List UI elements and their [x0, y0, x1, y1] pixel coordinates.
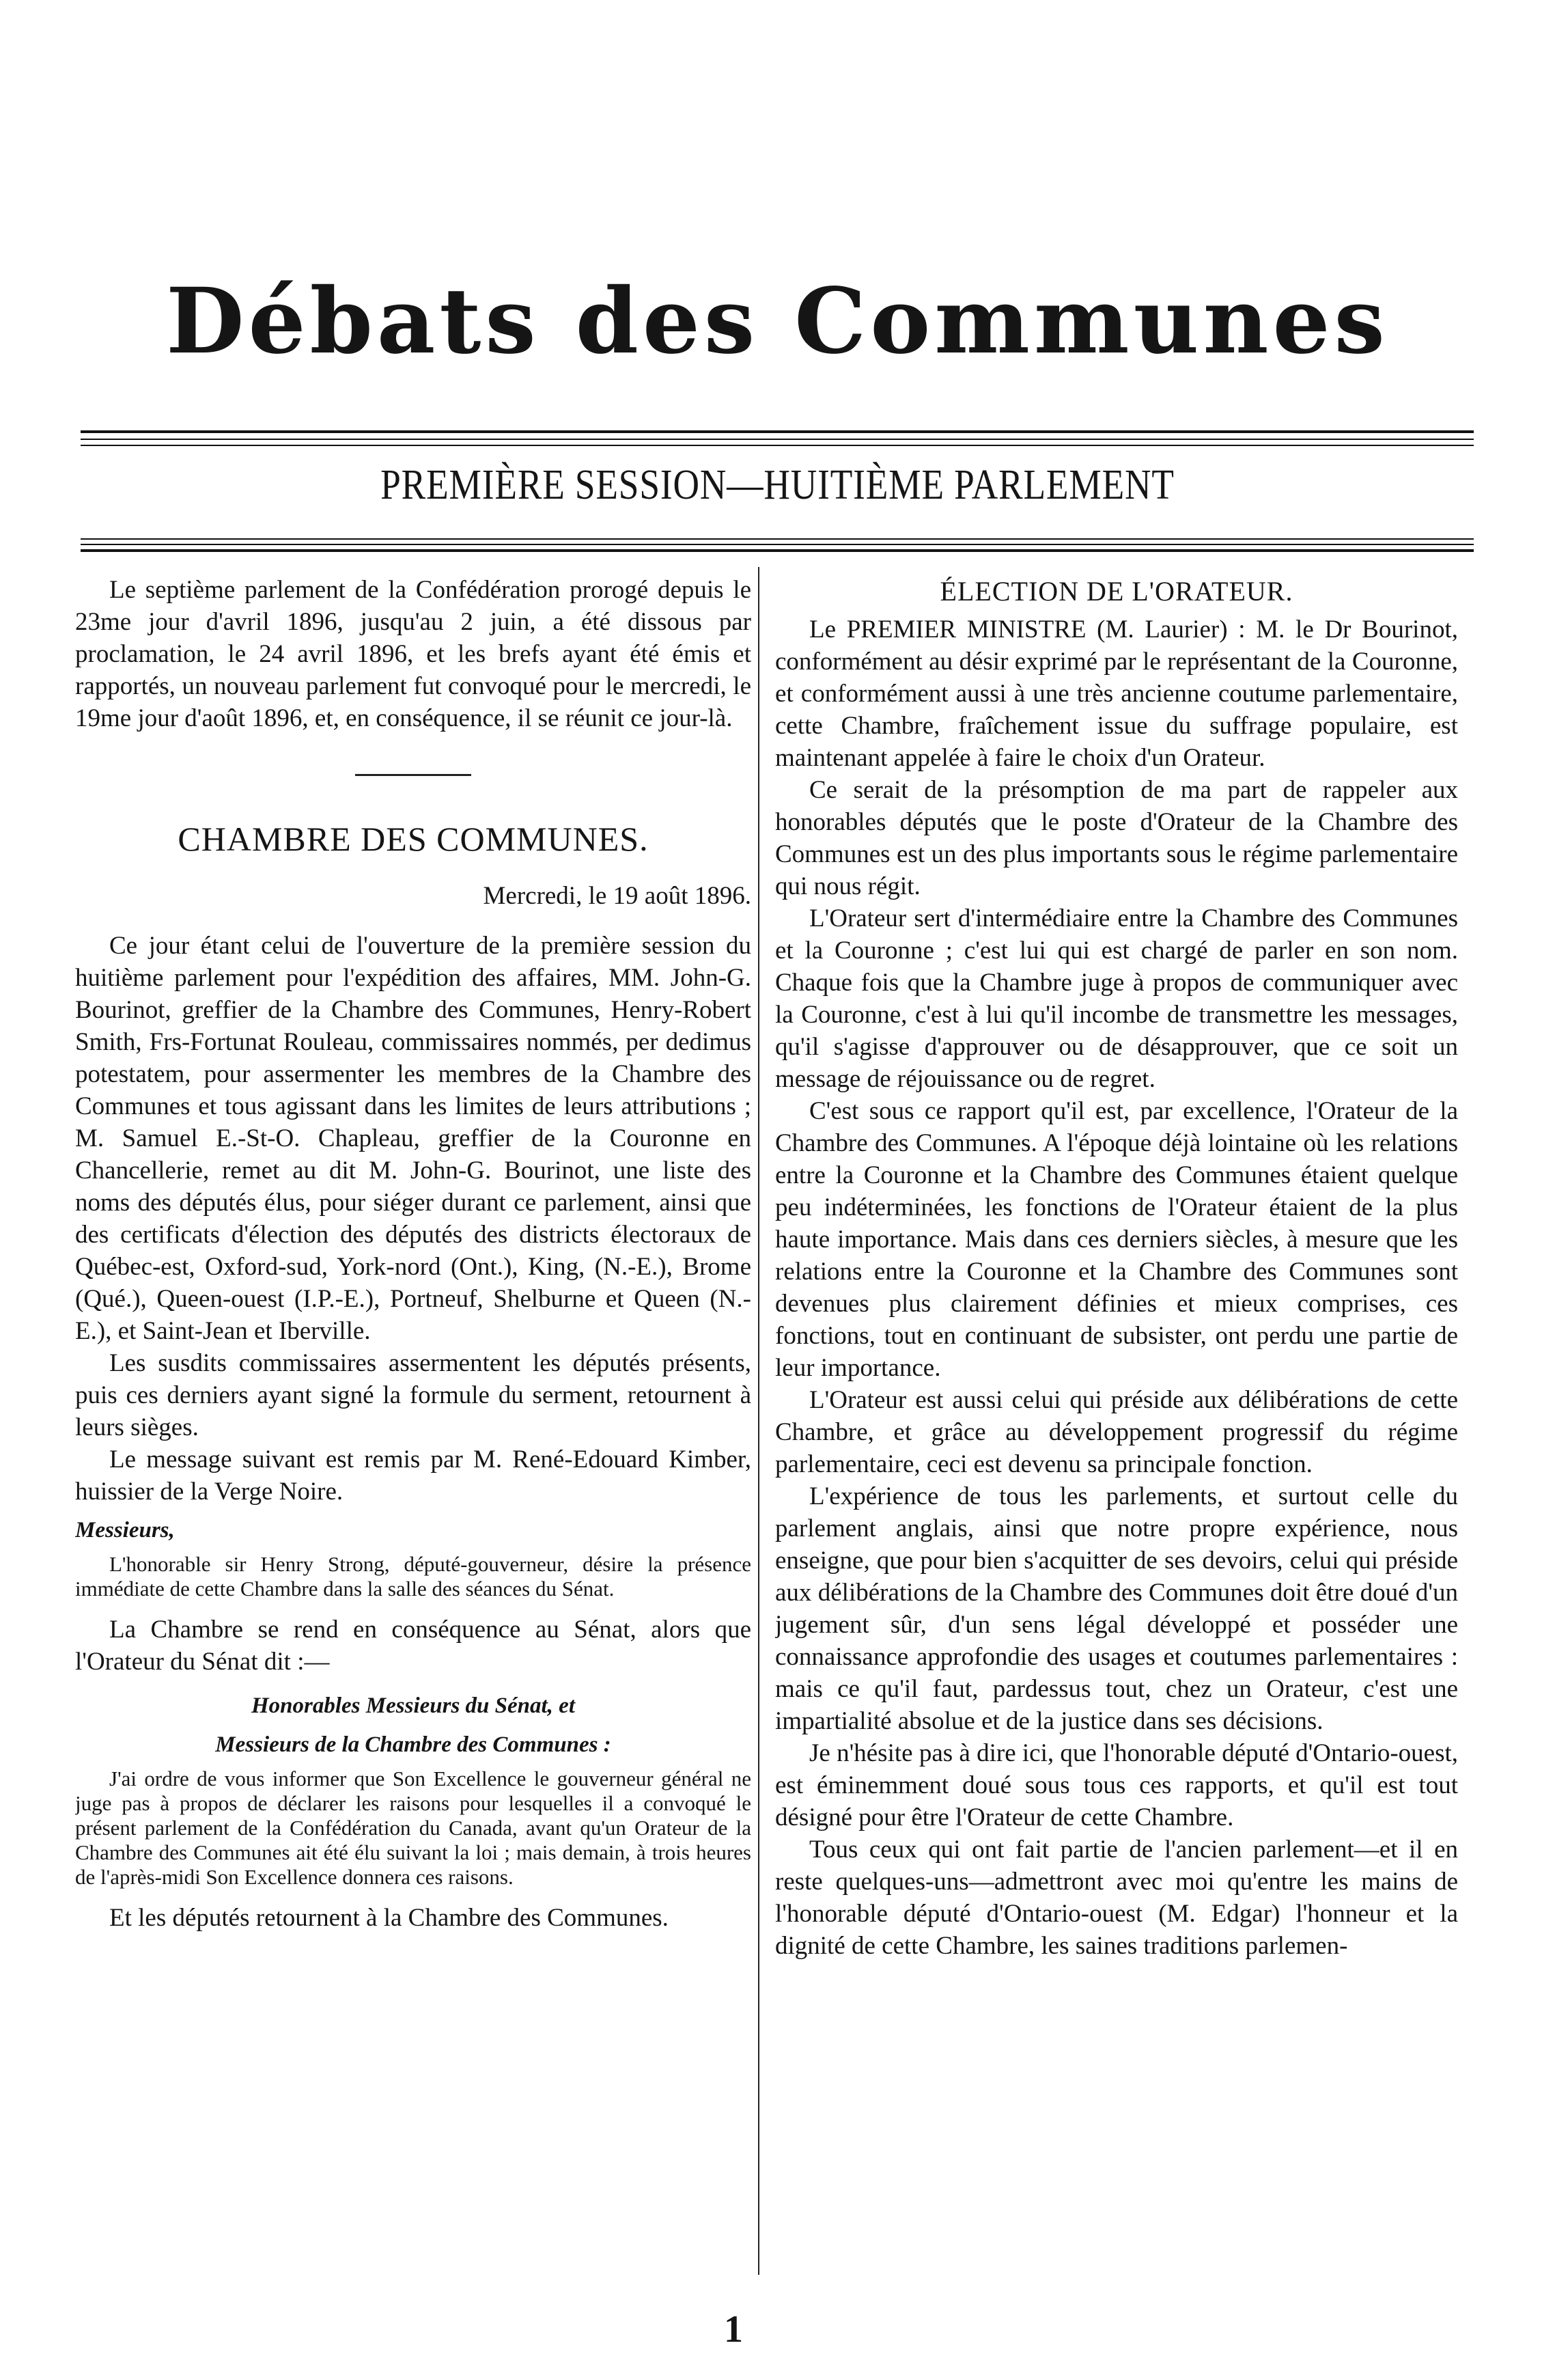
salutation-messieurs: Messieurs,: [75, 1518, 175, 1542]
message-intro-paragraph: Le message suivant est remis par M. René-Edouard Kimber, huissier de la Verge Noire.: [75, 1445, 751, 1506]
sub-rule-2: [81, 544, 1474, 545]
right-column: [775, 574, 1458, 2350]
masthead-title: Débats des Communes: [166, 268, 1389, 374]
session-subtitle: PREMIÈRE SESSION—HUITIÈME PARLEMENT: [380, 462, 1175, 508]
right-paragraph-4: C'est sous ce rapport qu'il est, par excellence, l'Orateur de la Chambre des Communes. A l'époque déjà lointaine où les relations entre la Couronne et la Chambre des Communes étaient quelque peu indéterminées, les fonctions de l'Orateur étaient de la plus haute importance. Mais dans ces derniers siècles, à mesure que les relations entre la Couronne et la Chambre des Communes sont devenues plus clairement définies et mieux comprises, ces fonctions, tout en continuant de subsister, ont perdu une partie de leur importance.: [775, 1097, 1458, 1382]
return-paragraph: Et les députés retournent à la Chambre des Communes.: [109, 1904, 669, 1932]
right-paragraph-2: Ce serait de la présomption de ma part de rappeler aux honorables députés que le poste d'Orateur de la Chambre des Communes est un des plus importants sous le régime parlementaire qui nous régit.: [775, 776, 1458, 900]
deputy-governor-message: L'honorable sir Henry Strong, député-gouverneur, désire la présence immédiate de cette Chambre dans la salle des séances du Sénat.: [75, 1552, 751, 1601]
right-paragraph-1: Le PREMIER MINISTRE (M. Laurier) : M. le Dr Bourinot, conformément au désir exprimé par le représentant de la Couronne, et conformément aussi à une très ancienne coutume parlementaire, cette Chambre, fraîchement issue du suffrage populaire, est maintenant appelée à faire le choix d'un Orateur.: [775, 615, 1458, 772]
governor-message: J'ai ordre de vous informer que Son Excellence le gouverneur général ne juge pas à propos de déclarer les raisons pour lesquelles il a convoqué le présent parlement de la Confédération du Canada, avant qu'un Orateur de la Chambre des Communes ait été élu suivant la loi ; mais demain, à trois heures de l'après-midi Son Excellence donnera ces raisons.: [75, 1767, 751, 1889]
page-number: 1: [724, 2308, 743, 2351]
right-paragraph-7: Je n'hésite pas à dire ici, que l'honorable député d'Ontario-ouest, est éminemment doué sous tous ces rapports, et qu'il est tout désigné pour être l'Orateur de cette Chambre.: [775, 1739, 1458, 1831]
intro-paragraph: Le septième parlement de la Confédération prorogé depuis le 23me jour d'avril 1896, jusqu'au 2 juin, a été dissous par proclamation, le 24 avril 1896, et les brefs ayant été émis et rapportés, un nouveau parlement fut convoqué pour le mercredi, le 19me jour d'août 1896, et, en conséquence, il se réunit ce jour-là.: [75, 576, 751, 732]
chamber-heading: CHAMBRE DES COMMUNES.: [178, 820, 649, 858]
sub-rule-1: [81, 538, 1474, 540]
top-rule-3: [81, 445, 1474, 446]
top-rule-1: [81, 430, 1474, 433]
swearing-paragraph: Les susdits commissaires assermentent les députés présents, puis ces derniers ayant signé la formule du serment, retournent à leurs sièges.: [75, 1349, 751, 1441]
salutation-senate: Honorables Messieurs du Sénat, et: [251, 1693, 575, 1718]
top-rule-2: [81, 439, 1474, 440]
right-paragraph-6: L'expérience de tous les parlements, et surtout celle du parlement anglais, ainsi que notre propre expérience, nous enseigne, que pour bien s'acquitter de ses devoirs, celui qui préside aux délibérations de la Chambre des Communes doit être doué d'un jugement sûr, d'un sens légal développé et posséder une connaissance approfondie des usages et coutumes parlementaires : mais ce qu'il faut, pardessus tout, chez un Orateur, c'est une impartialité absolue et de la justice dans ses décisions.: [775, 1482, 1458, 1735]
right-paragraph-3: L'Orateur sert d'intermédiaire entre la Chambre des Communes et la Couronne ; c'est lui qui est chargé de parler en son nom. Chaque fois que la Chambre juge à propos de communiquer avec la Couronne, c'est à lui qu'il incombe de transmettre les messages, qu'il s'agisse d'approuver ou de désapprouver, que ce soit un message de réjouissance ou de regret.: [775, 904, 1458, 1093]
right-paragraph-5: L'Orateur est aussi celui qui préside aux délibérations de cette Chambre, et grâce au développement progressif du régime parlementaire, ceci est devenu sa principale fonction.: [775, 1386, 1458, 1478]
senate-paragraph: La Chambre se rend en conséquence au Sénat, alors que l'Orateur du Sénat dit :—: [75, 1616, 751, 1676]
column-divider: [758, 567, 759, 2275]
left-column: [75, 574, 751, 2350]
sub-rule-3: [81, 549, 1474, 552]
right-paragraph-8: Tous ceux qui ont fait partie de l'ancien parlement—et il en reste quelques-uns—admettront avec moi qu'entre les mains de l'honorable député d'Ontario-ouest (M. Edgar) l'honneur et la dignité de cette Chambre, les saines traditions parlemen-: [775, 1836, 1458, 1960]
salutation-commons: Messieurs de la Chambre des Communes :: [215, 1732, 611, 1757]
session-dateline: Mercredi, le 19 août 1896.: [483, 882, 751, 910]
speaker-election-heading: ÉLECTION DE L'ORATEUR.: [940, 576, 1293, 607]
opening-paragraph: Ce jour étant celui de l'ouverture de la première session du huitième parlement pour l'expédition des affaires, MM. John-G. Bourinot, greffier de la Chambre des Communes, Henry-Robert Smith, Frs-Fortunat Rouleau, commissaires nommés, per dedimus potestatem, pour assermenter les membres de la Chambre des Communes et tous agissant dans les limites de leurs attributions ; M. Samuel E.-St-O. Chapleau, greffier de la Couronne en Chancellerie, remet au dit M. John-G. Bourinot, une liste des noms des députés élus, pour siéger durant ce parlement, ainsi que des certificats d'élection des députés des districts électoraux de Québec-est, Oxford-sud, York-nord (Ont.), King, (N.-E.), Brome (Qué.), Queen-ouest (I.P.-E.), Portneuf, Shelburne et Queen (N.-E.), et Saint-Jean et Iberville.: [75, 932, 751, 1345]
section-separator: [355, 774, 471, 776]
